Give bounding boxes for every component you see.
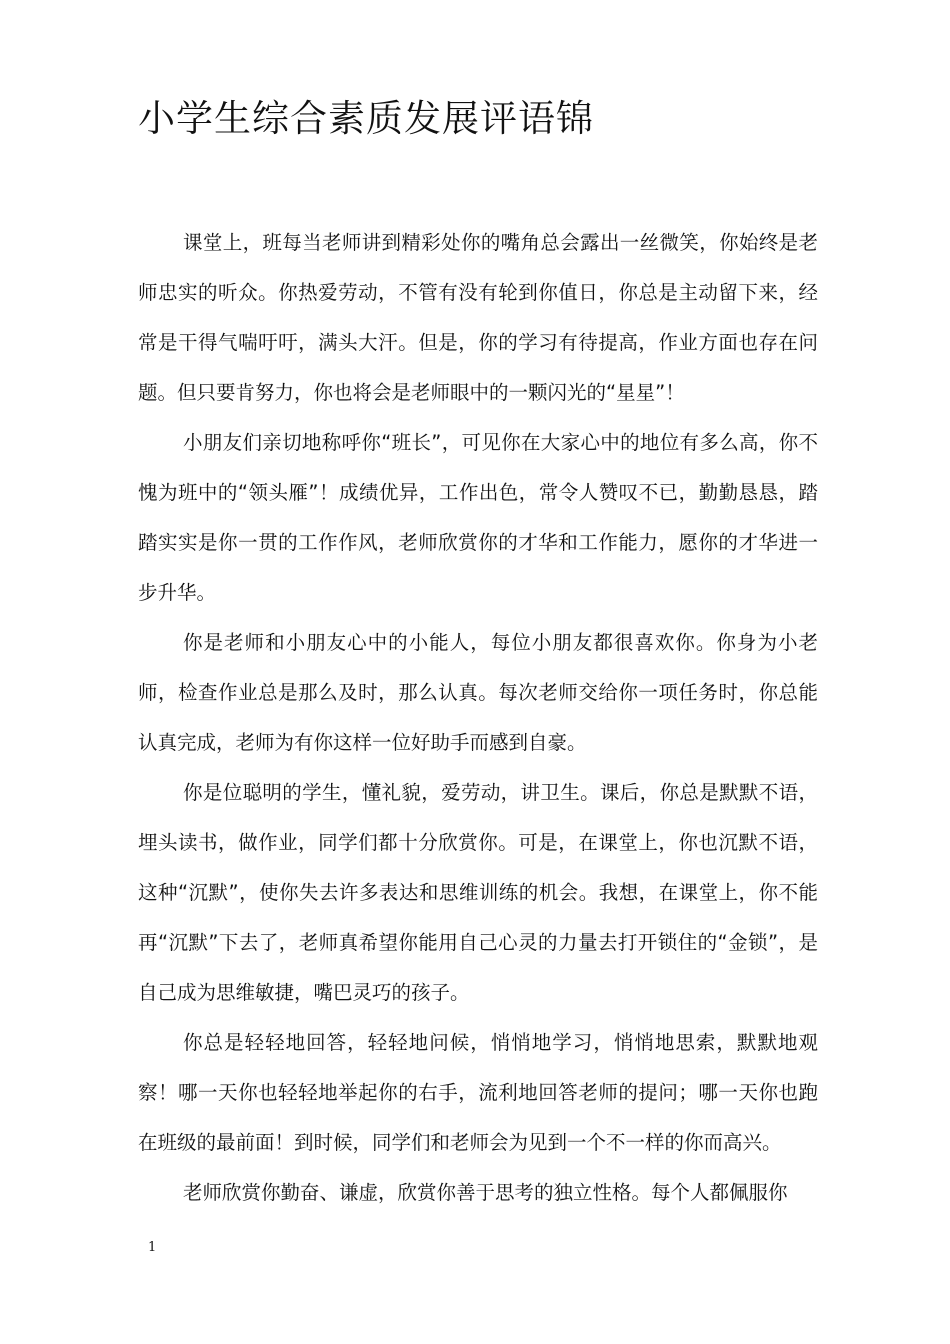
paragraph-1: 课堂上，班每当老师讲到精彩处你的嘴角总会露出一丝微笑，你始终是老师忠实的听众。你热爱劳动，不管有没有轮到你值日，你总是主动留下来，经常是干得气喘吁吁，满头大汗。但是，你的学习有待提高，作业方面也存在问题。但只要肯努力，你也将会是老师眼中的一颗闪光的“星星”！ <box>138 231 818 404</box>
paragraph-2: 小朋友们亲切地称呼你“班长”，可见你在大家心中的地位有多么高，你不愧为班中的“领头雁”！成绩优异，工作出色，常令人赞叹不已，勤勤恳恳，踏踏实实是你一贯的工作作风，老师欣赏你的才华和工作能力，愿你的才华进一步升华。 <box>138 431 818 604</box>
document-body <box>138 218 818 1218</box>
page-number: 1 <box>148 1240 157 1255</box>
paragraph-4: 你是位聪明的学生，懂礼貌，爱劳动，讲卫生。课后，你总是默默不语，埋头读书，做作业，同学们都十分欣赏你。可是，在课堂上，你也沉默不语，这种“沉默”，使你失去许多表达和思维训练的机会。我想，在课堂上，你不能再“沉默”下去了，老师真希望你能用自己心灵的力量去打开锁住的“金锁”，是自己成为思维敏捷，嘴巴灵巧的孩子。 <box>138 781 818 1004</box>
paragraph-3: 你是老师和小朋友心中的小能人，每位小朋友都很喜欢你。你身为小老师，检查作业总是那么及时，那么认真。每次老师交给你一项任务时，你总能认真完成，老师为有你这样一位好助手而感到自豪。 <box>138 631 818 754</box>
page-title: 小学生综合素质发展评语锦 <box>138 97 594 140</box>
paragraph-5: 你总是轻轻地回答，轻轻地问候，悄悄地学习，悄悄地思索，默默地观察！哪一天你也轻轻地举起你的右手，流利地回答老师的提问；哪一天你也跑在班级的最前面！到时候，同学们和老师会为见到一个不一样的你而高兴。 <box>138 1031 818 1154</box>
paragraph-6: 老师欣赏你勤奋、谦虚，欣赏你善于思考的独立性格。每个人都佩服你 <box>183 1181 788 1204</box>
